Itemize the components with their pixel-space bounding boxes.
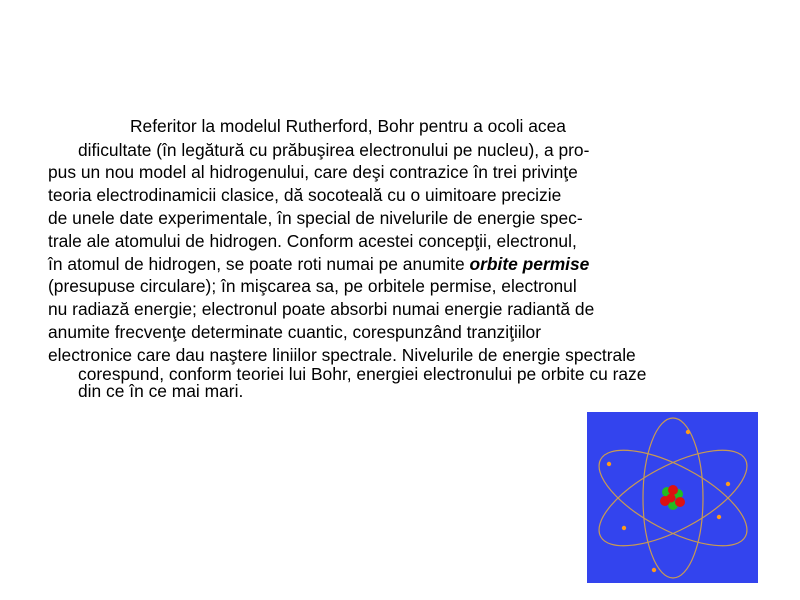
proton <box>668 485 678 495</box>
proton <box>667 494 676 503</box>
electron <box>717 515 721 519</box>
electron <box>652 568 656 572</box>
paragraph-line-2: dificultate (în legătură cu prăbuşirea electronului pe nucleu), a pro- <box>78 140 590 160</box>
paragraph-line-1: Referitor la modelul Rutherford, Bohr pentru a ocoli acea <box>130 116 566 136</box>
electron <box>622 526 626 530</box>
paragraph-line-5: de unele date experimentale, în special de nivelurile de energie spec- <box>48 208 583 228</box>
paragraph-line-9: nu radiază energie; electronul poate absorbi numai energie radiantă de <box>48 299 595 319</box>
paragraph-line-7-text: în atomul de hidrogen, se poate roti numai pe anumite <box>48 254 470 274</box>
paragraph-line-7 <box>48 254 589 274</box>
paragraph-line-12: corespund, conform teoriei lui Bohr, energiei electronului pe orbite cu raze <box>78 364 647 384</box>
electron <box>607 462 611 466</box>
paragraph-line-3: pus un nou model al hidrogenului, care deşi contrazice în trei privinţe <box>48 162 578 182</box>
electron <box>686 430 690 434</box>
orbite-permise-emphasis: orbite permise <box>469 254 590 274</box>
paragraph-line-4: teoria electrodinamicii clasice, dă socoteală cu o uimitoare precizie <box>48 185 562 205</box>
atom-icon <box>587 412 758 583</box>
paragraph-line-6: trale ale atomului de hidrogen. Conform acestei concepţii, electronul, <box>48 231 577 251</box>
proton <box>675 497 685 507</box>
paragraph-line-10: anumite frecvenţe determinate cuantic, corespunzând tranziţiilor <box>48 322 541 342</box>
electron <box>726 482 730 486</box>
paragraph-line-8: (presupuse circulare); în mişcarea sa, pe orbitele permise, electronul <box>48 276 577 296</box>
paragraph-line-13: din ce în ce mai mari. <box>78 381 244 401</box>
paragraph-line-11: electronice care dau naştere liniilor spectrale. Nivelurile de energie spectrale <box>48 345 636 365</box>
